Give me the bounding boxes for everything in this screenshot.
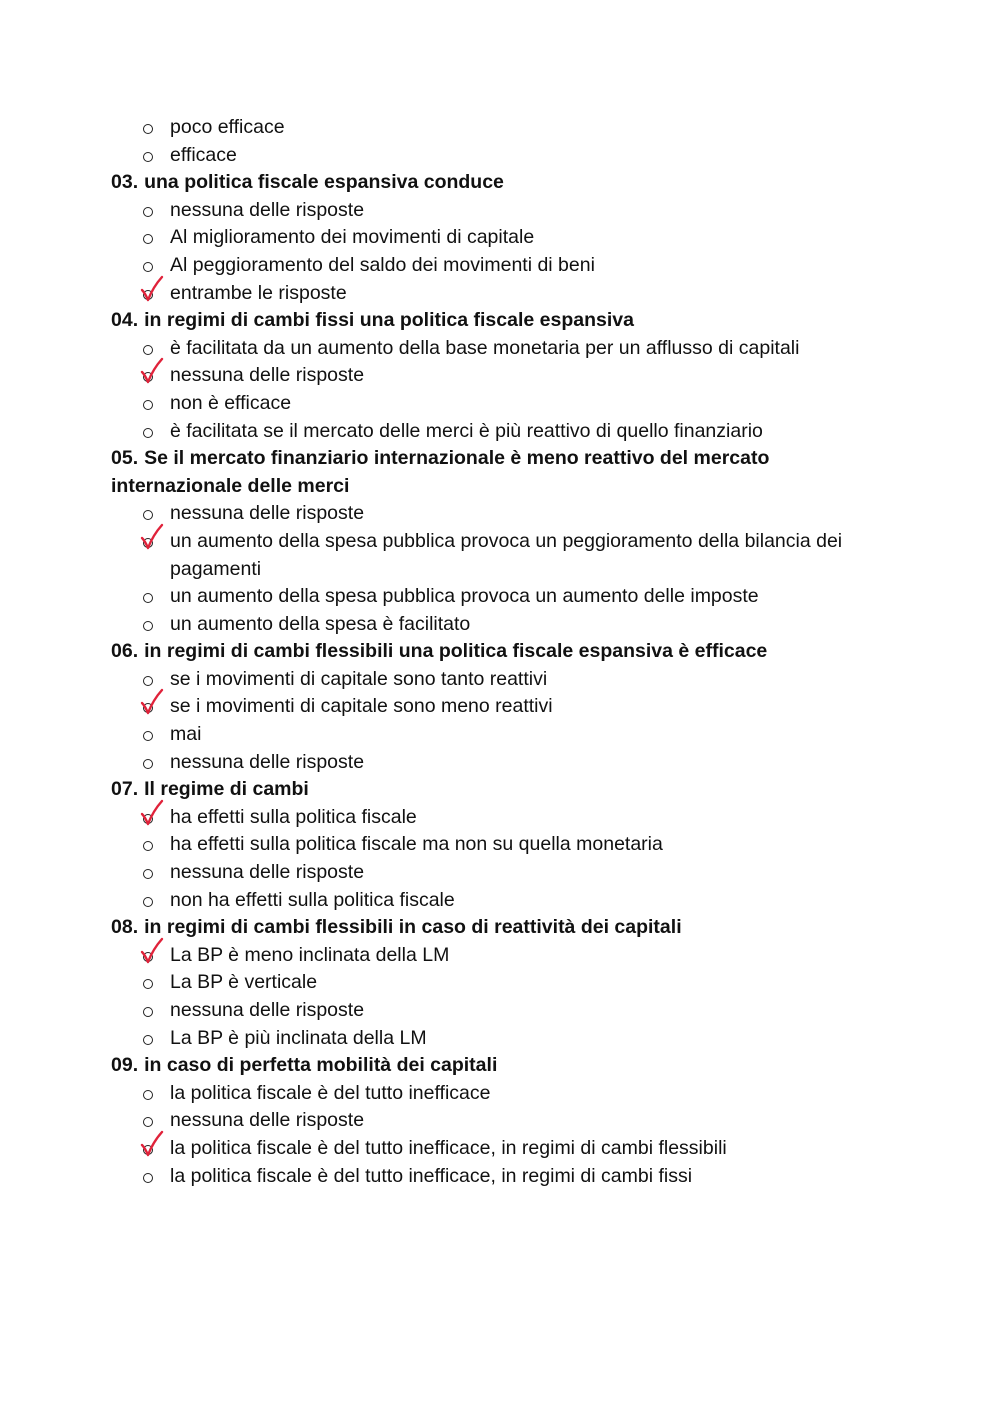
answer-option: [111, 611, 901, 639]
option-label: nessuna delle risposte: [170, 198, 365, 221]
option-label: ha effetti sulla politica fiscale: [170, 805, 417, 828]
circle-bullet-icon: [141, 859, 157, 887]
answer-option-correct: [111, 942, 901, 970]
circle-bullet-icon: [141, 1025, 157, 1053]
option-label: entrambe le risposte: [170, 281, 347, 304]
circle-bullet-icon: [141, 1080, 157, 1108]
answer-option: [111, 1107, 901, 1135]
option-label: la politica fiscale è del tutto inefficace, in regimi di cambi fissi: [170, 1164, 693, 1187]
red-checkmark-icon: [140, 936, 164, 964]
option-label: se i movimenti di capitale sono meno reattivi: [170, 695, 553, 718]
answer-option: [111, 390, 901, 418]
option-label: Al miglioramento dei movimenti di capitale: [170, 226, 535, 249]
question-number: 08.: [111, 916, 139, 939]
question-heading: [111, 776, 901, 804]
circle-bullet-icon: [141, 887, 157, 915]
option-label: efficace: [170, 143, 237, 166]
intro-options-list: [111, 114, 901, 169]
question-heading: [111, 307, 901, 335]
question-number: 06.: [111, 640, 139, 663]
option-label: poco efficace: [170, 116, 285, 138]
options-list: [111, 1080, 901, 1190]
circle-bullet-icon: [141, 831, 157, 859]
circle-bullet-icon: [141, 1163, 157, 1191]
option-label: nessuna delle risposte: [170, 1109, 365, 1132]
option-label: nessuna delle risposte: [170, 999, 365, 1021]
option-label: nessuna delle risposte: [170, 364, 365, 387]
circle-bullet-icon: [141, 224, 157, 252]
option-label: la politica fiscale è del tutto inefficace: [170, 1081, 491, 1104]
question-heading: [111, 1052, 901, 1080]
question-block: [111, 307, 901, 445]
answer-option: [111, 142, 901, 170]
option-label: Al peggioramento del saldo dei movimenti di beni: [170, 253, 595, 276]
question-text: una politica fiscale espansiva conduce: [144, 171, 504, 194]
option-label: ha effetti sulla politica fiscale ma non su quella monetaria: [170, 833, 663, 856]
red-checkmark-icon: [140, 1129, 164, 1157]
question-text: Il regime di cambi: [144, 778, 309, 801]
quiz-content: [111, 114, 901, 1190]
answer-option: [111, 1080, 901, 1108]
question-block: [111, 445, 901, 638]
answer-option: [111, 114, 901, 142]
answer-option: [111, 197, 901, 225]
answer-option: [111, 666, 901, 694]
answer-option: [111, 887, 901, 915]
circle-bullet-icon: [141, 611, 157, 639]
question-number: 05.: [111, 447, 139, 470]
option-label: non è efficace: [170, 391, 292, 414]
question-text: Se il mercato finanziario internazionale è meno reattivo del mercato internazionale delle merci: [111, 447, 770, 497]
answer-option: [111, 831, 901, 859]
answer-option: [111, 583, 901, 611]
red-checkmark-icon: [140, 522, 164, 550]
circle-bullet-icon: [141, 197, 157, 225]
option-label: nessuna delle risposte: [170, 750, 365, 773]
answer-option: [111, 749, 901, 777]
red-checkmark-icon: [140, 356, 164, 384]
answer-option: [111, 500, 901, 528]
option-label: La BP è verticale: [170, 971, 318, 994]
option-label: un aumento della spesa pubblica provoca un peggioramento della bilancia dei pagamenti: [170, 529, 843, 580]
question-heading: [111, 914, 901, 942]
red-checkmark-icon: [140, 798, 164, 826]
question-block: [111, 638, 901, 776]
circle-bullet-icon: [141, 749, 157, 777]
question-text: in regimi di cambi fissi una politica fiscale espansiva: [144, 309, 634, 332]
question-number: 04.: [111, 309, 139, 332]
question-block: [111, 914, 901, 1052]
answer-option-correct: [111, 528, 901, 583]
answer-option: [111, 969, 901, 997]
circle-bullet-icon: [141, 142, 157, 170]
question-block: [111, 169, 901, 307]
circle-bullet-icon: [141, 390, 157, 418]
answer-option: [111, 1163, 901, 1191]
option-label: La BP è più inclinata della LM: [170, 1026, 427, 1049]
red-checkmark-icon: [140, 274, 164, 302]
option-label: un aumento della spesa è facilitato: [170, 612, 471, 635]
answer-option-correct: [111, 362, 901, 390]
option-label: mai: [170, 723, 202, 746]
option-label: è facilitata da un aumento della base monetaria per un afflusso di capitali: [170, 336, 800, 359]
questions-container: [111, 169, 901, 1190]
option-label: se i movimenti di capitale sono tanto reattivi: [170, 667, 548, 690]
answer-option: [111, 859, 901, 887]
question-block: [111, 776, 901, 914]
question-number: 07.: [111, 778, 139, 801]
options-list: [111, 500, 901, 638]
question-text: in regimi di cambi flessibili una politica fiscale espansiva è efficace: [144, 640, 768, 663]
circle-bullet-icon: [141, 114, 157, 142]
answer-option: [111, 418, 901, 446]
circle-bullet-icon: [141, 583, 157, 611]
answer-option: [111, 224, 901, 252]
question-heading: [111, 638, 901, 666]
answer-option: [111, 721, 901, 749]
answer-option: [111, 997, 901, 1025]
option-label: nessuna delle risposte: [170, 502, 365, 525]
answer-option: [111, 335, 901, 363]
question-block: [111, 1052, 901, 1190]
answer-option-correct: [111, 804, 901, 832]
answer-option-correct: [111, 693, 901, 721]
option-label: non ha effetti sulla politica fiscale: [170, 888, 455, 911]
red-checkmark-icon: [140, 687, 164, 715]
question-number: 03.: [111, 171, 139, 194]
option-label: nessuna delle risposte: [170, 861, 365, 884]
answer-option-correct: [111, 1135, 901, 1163]
option-label: è facilitata se il mercato delle merci è più reattivo di quello finanziario: [170, 419, 763, 442]
question-text: in regimi di cambi flessibili in caso di reattività dei capitali: [144, 916, 682, 939]
options-list: [111, 942, 901, 1052]
answer-option: [111, 252, 901, 280]
question-text: in caso di perfetta mobilità dei capitali: [144, 1054, 498, 1077]
options-list: [111, 335, 901, 445]
options-list: [111, 197, 901, 307]
circle-bullet-icon: [141, 969, 157, 997]
options-list: [111, 666, 901, 776]
question-heading: [111, 169, 901, 197]
answer-option: [111, 1025, 901, 1053]
question-number: 09.: [111, 1054, 139, 1077]
circle-bullet-icon: [141, 418, 157, 446]
options-list: [111, 804, 901, 914]
option-label: la politica fiscale è del tutto inefficace, in regimi di cambi flessibili: [170, 1136, 727, 1159]
option-label: La BP è meno inclinata della LM: [170, 943, 450, 966]
option-label: un aumento della spesa pubblica provoca un aumento delle imposte: [170, 585, 759, 608]
question-heading: [111, 445, 901, 500]
circle-bullet-icon: [141, 721, 157, 749]
circle-bullet-icon: [141, 997, 157, 1025]
answer-option-correct: [111, 280, 901, 308]
